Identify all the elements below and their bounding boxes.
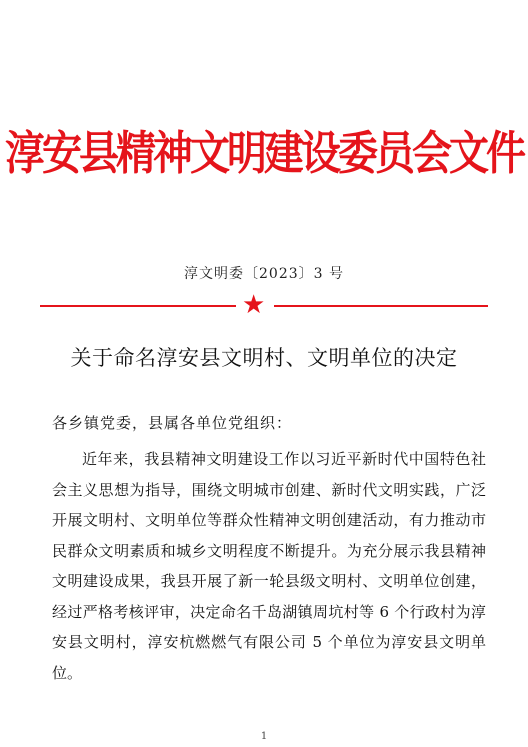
document-body — [52, 444, 486, 688]
document-subject: 关于命名淳安县文明村、文明单位的决定 — [70, 346, 458, 370]
divider-line-right — [274, 305, 488, 307]
body-paragraph: 近年来，我县精神文明建设工作以习近平新时代中国特色社会主义思想为指导，围绕文明城市创建、新时代文明实践，广泛开展文明村、文明单位等群众性精神文明创建活动，有力推动市民群众文明素质和城乡文明程度不断提升。为充分展示我县精神文明建设成果，我县开展了新一轮县级文明村、文明单位创建，经过严格考核评审，决定命名千岛湖镇周坑村等 6 个行政村为淳安县文明村，淳安杭燃燃气有限公司 5 个单位为淳安县文明单位。 — [52, 450, 486, 682]
red-header-title: 淳安县精神文明建设委员会文件 — [5, 127, 523, 181]
document-number: 淳文明委〔2023〕3 号 — [184, 266, 344, 282]
red-divider — [40, 290, 488, 320]
salutation: 各乡镇党委，县属各单位党组织： — [52, 414, 293, 432]
star-icon: ★ — [242, 290, 266, 320]
page-number: 1 — [260, 731, 268, 742]
divider-line-left — [40, 305, 236, 307]
